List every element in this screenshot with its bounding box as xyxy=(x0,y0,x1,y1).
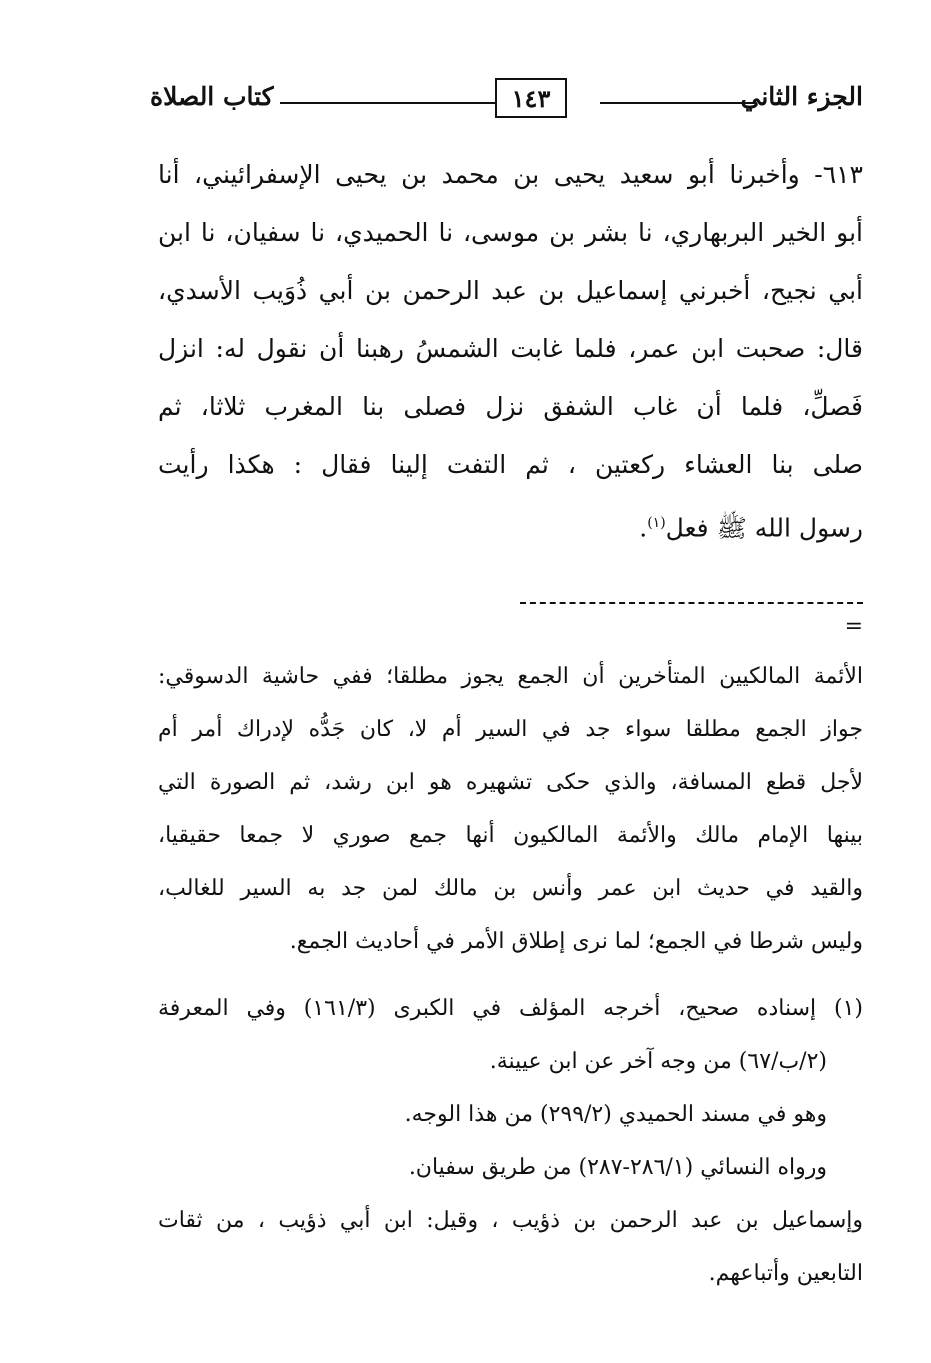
text-line-content: رسول الله ﷺ فعل xyxy=(665,513,863,543)
text-line xyxy=(158,494,863,552)
text-line: صلى بنا العشاء ركعتين ، ثم التفت إلينا فقال : هكذا رأيت xyxy=(158,450,863,479)
footnote-line: (١) إسناده صحيح، أخرجه المؤلف في الكبرى (١٦١/٣) وفي المعرفة xyxy=(158,996,863,1021)
footnote-line: وإسماعيل بن عبد الرحمن بن ذؤيب ، وقيل: ابن أبي ذؤيب ، من ثقات xyxy=(158,1208,863,1233)
continued-note xyxy=(158,650,863,968)
note-line: الأئمة المالكيين المتأخرين أن الجمع يجوز مطلقا؛ ففي حاشية الدسوقي: xyxy=(158,664,863,689)
continuation-mark: = xyxy=(844,614,863,639)
hadith-text xyxy=(158,146,863,552)
header-rule-left xyxy=(280,102,495,104)
footnote-reference: (١) xyxy=(647,515,666,531)
text-line: أبي نجيح، أخبرني إسماعيل بن عبد الرحمن بن أبي ذُوَيب الأسدي، xyxy=(158,276,863,305)
footnote-line: وهو في مسند الحميدي (٢٩٩/٢) من هذا الوجه. xyxy=(404,1102,827,1127)
note-line: جواز الجمع مطلقا سواء جد في السير أم لا، كان جَدُّه لإدراك أمر أم xyxy=(158,717,863,742)
text-line: ٦١٣- وأخبرنا أبو سعيد يحيى بن محمد بن يحيى الإسفرائيني، أنا xyxy=(158,160,863,189)
note-line: لأجل قطع المسافة، والذي حكى تشهيره هو ابن رشد، ثم الصورة التي xyxy=(158,770,863,795)
footnote-line: ورواه النسائي (٢٨٦/١-٢٨٧) من طريق سفيان. xyxy=(408,1155,827,1180)
text-line: فَصلِّ، فلما أن غاب الشفق نزل فصلى بنا المغرب ثلاثا، ثم xyxy=(158,392,863,421)
separator-rule xyxy=(520,602,863,604)
note-line: بينها الإمام مالك والأئمة المالكيون أنها جمع صوري لا جمعا حقيقيا، xyxy=(158,823,863,848)
footnote-separator xyxy=(520,602,863,639)
footnote-1 xyxy=(158,982,863,1300)
end-mark: . xyxy=(639,513,648,543)
text-line: أبو الخير البربهاري، نا بشر بن موسى، نا الحميدي، نا سفيان، نا ابن xyxy=(158,218,863,247)
note-line: والقيد في حديث ابن عمر وأنس بن مالك لمن جد به السير للغالب، xyxy=(158,876,863,901)
footnote-line: (٢/ب/٦٧) من وجه آخر عن ابن عيينة. xyxy=(489,1049,827,1074)
text-line: قال: صحبت ابن عمر، فلما غابت الشمسُ رهبنا أن نقول له: انزل xyxy=(158,334,863,363)
note-line: وليس شرطا في الجمع؛ لما نرى إطلاق الأمر في أحاديث الجمع. xyxy=(289,929,863,954)
part-title: الجزء الثاني xyxy=(740,82,863,111)
book-title: كتاب الصلاة xyxy=(150,82,274,111)
footnote-line: التابعين وأتباعهم. xyxy=(708,1261,863,1286)
page-header xyxy=(150,78,863,122)
header-rule-right xyxy=(600,102,755,104)
page-number: ١٤٣ xyxy=(495,78,567,118)
